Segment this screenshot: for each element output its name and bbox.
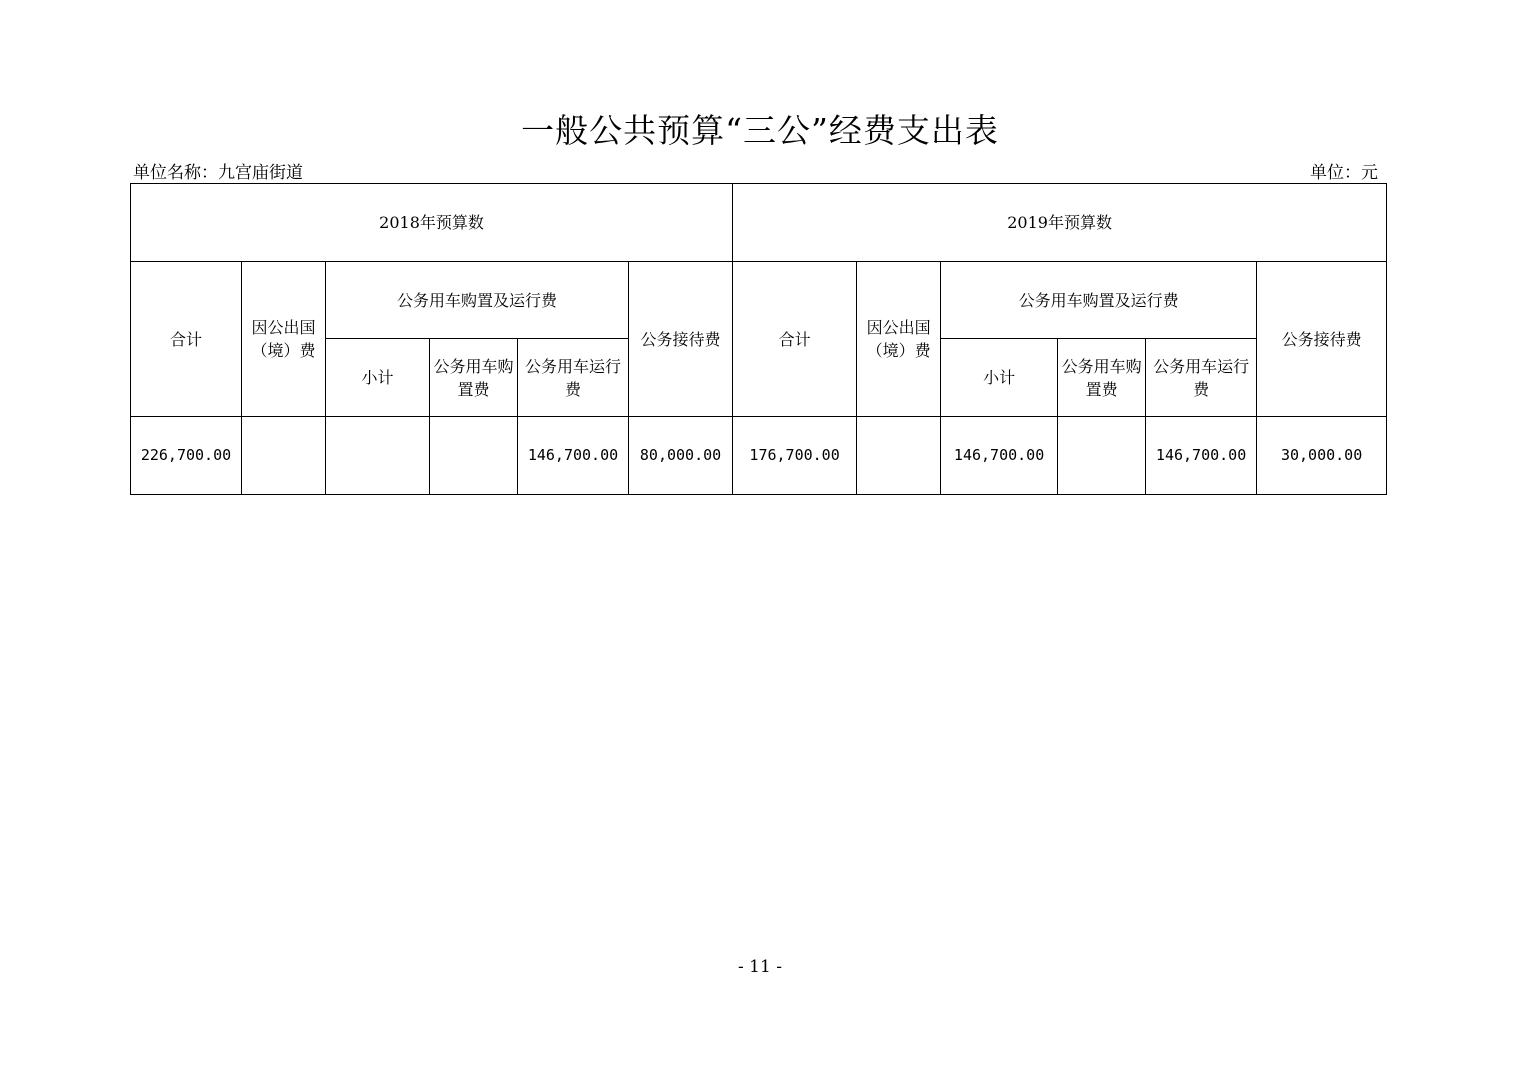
- value-2019-vehicle-operation: 146,700.00: [1146, 417, 1257, 495]
- value-2018-vehicle-operation: 146,700.00: [518, 417, 629, 495]
- header-2018-subtotal: 小计: [326, 339, 430, 417]
- currency-unit-label: 单位：元: [1310, 163, 1378, 183]
- header-2018-abroad: 因公出国（境）费: [242, 262, 326, 417]
- value-2019-reception: 30,000.00: [1257, 417, 1387, 495]
- page-title: 一般公共预算“三公”经费支出表: [521, 111, 999, 150]
- value-2019-subtotal: 146,700.00: [941, 417, 1058, 495]
- value-2018-total: 226,700.00: [131, 417, 242, 495]
- value-2019-abroad: [857, 417, 941, 495]
- value-2018-vehicle-purchase: [430, 417, 518, 495]
- value-2019-total: 176,700.00: [733, 417, 857, 495]
- unit-name-label: 单位名称：九宫庙街道: [133, 163, 303, 183]
- value-2018-reception: 80,000.00: [629, 417, 733, 495]
- value-2018-abroad: [242, 417, 326, 495]
- header-2019-subtotal: 小计: [941, 339, 1058, 417]
- header-2019: 2019年预算数: [733, 184, 1387, 262]
- three-public-expenses-table: [130, 183, 1387, 495]
- table-row: [131, 417, 1387, 495]
- value-2019-vehicle-purchase: [1058, 417, 1146, 495]
- header-2019-total: 合计: [733, 262, 857, 417]
- header-2018-reception: 公务接待费: [629, 262, 733, 417]
- page-number: - 11 -: [738, 957, 782, 977]
- header-2018-total: 合计: [131, 262, 242, 417]
- header-2019-reception: 公务接待费: [1257, 262, 1387, 417]
- header-2018-vehicle: 公务用车购置及运行费: [326, 262, 629, 339]
- header-2019-abroad: 因公出国（境）费: [857, 262, 941, 417]
- header-2019-vehicle: 公务用车购置及运行费: [941, 262, 1257, 339]
- header-2018: 2018年预算数: [131, 184, 733, 262]
- header-2019-vehicle-purchase: 公务用车购置费: [1058, 339, 1146, 417]
- header-2018-vehicle-purchase: 公务用车购置费: [430, 339, 518, 417]
- header-2019-vehicle-operation: 公务用车运行费: [1146, 339, 1257, 417]
- value-2018-subtotal: [326, 417, 430, 495]
- header-2018-vehicle-operation: 公务用车运行费: [518, 339, 629, 417]
